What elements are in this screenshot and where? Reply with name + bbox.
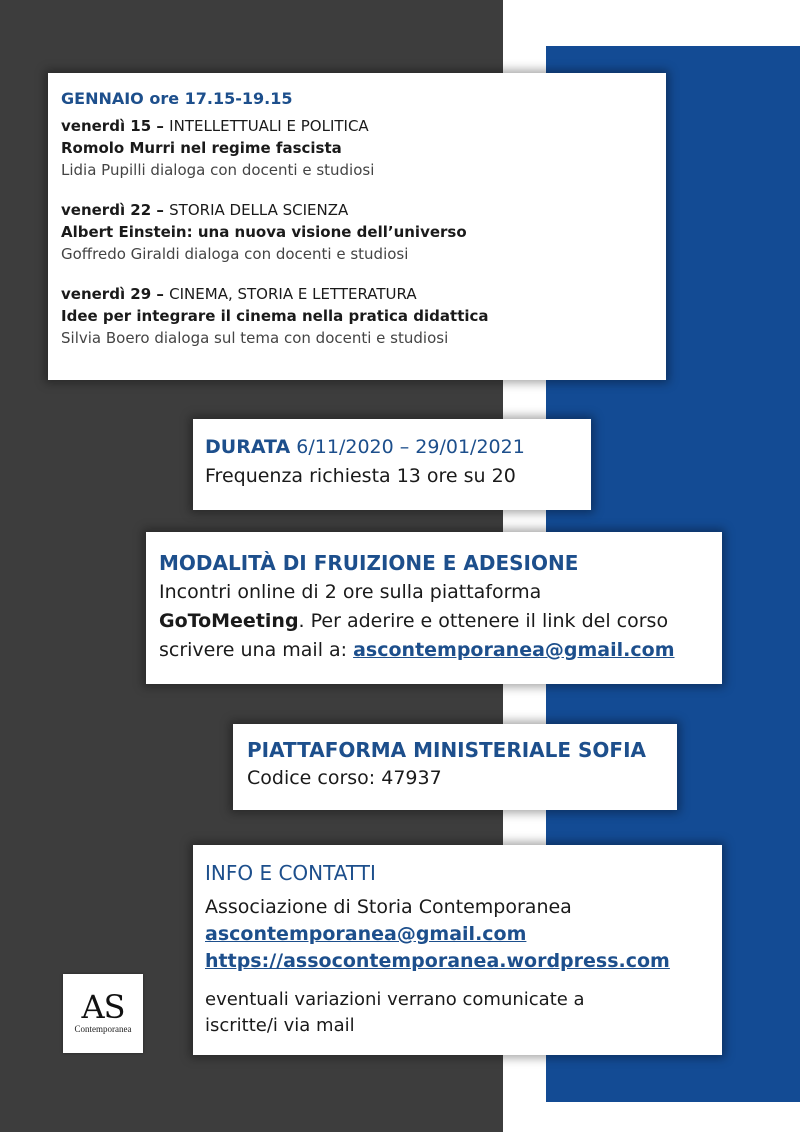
january-header: GENNAIO ore 17.15-19.15 <box>61 89 293 108</box>
sofia-card <box>233 724 677 810</box>
event-speaker: Silvia Boero dialoga sul tema con docenti e studiosi <box>61 329 449 347</box>
event-date: venerdì 22 <box>61 201 152 219</box>
note-line: eventuali variazioni verrano comunicate a <box>205 989 585 1010</box>
event-item <box>61 115 666 181</box>
modality-mail-prompt: scrivere una mail a: <box>159 639 354 661</box>
event-title-line: venerdì 15 – INTELLETTUALI E POLITICA <box>61 117 369 135</box>
modality-line-rest: . Per aderire e ottenere il link del corso <box>298 610 669 632</box>
event-topic: CINEMA, STORIA E LETTERATURA <box>169 285 417 303</box>
modality-line <box>159 607 722 636</box>
event-title: Idee per integrare il cinema nella pratica didattica <box>61 307 489 325</box>
modality-card <box>146 532 722 684</box>
website-link[interactable]: https://assocontemporanea.wordpress.com <box>205 950 670 972</box>
note-line: iscritte/i via mail <box>205 1015 355 1036</box>
event-title-line: venerdì 29 – CINEMA, STORIA E LETTERATURA <box>61 285 417 303</box>
event-title: Romolo Murri nel regime fascista <box>61 139 342 157</box>
event-item <box>61 199 666 265</box>
modality-header: MODALITÀ DI FRUIZIONE E ADESIONE <box>159 551 579 575</box>
event-topic: STORIA DELLA SCIENZA <box>169 201 349 219</box>
logo-mark: AS <box>81 988 125 1026</box>
as-contemporanea-logo <box>63 974 143 1053</box>
event-date: venerdì 29 <box>61 285 152 303</box>
event-topic: INTELLETTUALI E POLITICA <box>169 117 369 135</box>
sofia-header: PIATTAFORMA MINISTERIALE SOFIA <box>247 738 647 762</box>
modality-line <box>159 636 722 665</box>
event-title-line: venerdì 22 – STORIA DELLA SCIENZA <box>61 201 349 219</box>
event-item <box>61 283 666 349</box>
event-speaker: Goffredo Giraldi dialoga con docenti e studiosi <box>61 245 409 263</box>
modality-email-link[interactable]: ascontemporanea@gmail.com <box>353 639 675 661</box>
duration-line <box>205 433 591 461</box>
course-code: Codice corso: 47937 <box>247 767 442 789</box>
info-email-link[interactable]: ascontemporanea@gmail.com <box>205 923 527 945</box>
january-schedule-card <box>48 73 666 380</box>
platform-name: GoToMeeting <box>159 610 299 632</box>
event-date: venerdì 15 <box>61 117 152 135</box>
duration-range: 6/11/2020 – 29/01/2021 <box>296 436 525 458</box>
attendance-text: Frequenza richiesta 13 ore su 20 <box>205 465 516 487</box>
modality-body <box>159 578 722 665</box>
info-card <box>193 845 722 1055</box>
event-speaker: Lidia Pupilli dialoga con docenti e studiosi <box>61 161 375 179</box>
logo-subtitle: Contemporanea <box>74 1024 132 1034</box>
association-name: Associazione di Storia Contemporanea <box>205 896 572 918</box>
event-title: Albert Einstein: una nuova visione dell’universo <box>61 223 467 241</box>
modality-line: Incontri online di 2 ore sulla piattaforma <box>159 581 542 603</box>
duration-label: DURATA <box>205 436 291 458</box>
info-header: INFO E CONTATTI <box>205 861 376 885</box>
variations-note <box>205 987 722 1039</box>
duration-card <box>193 419 591 510</box>
